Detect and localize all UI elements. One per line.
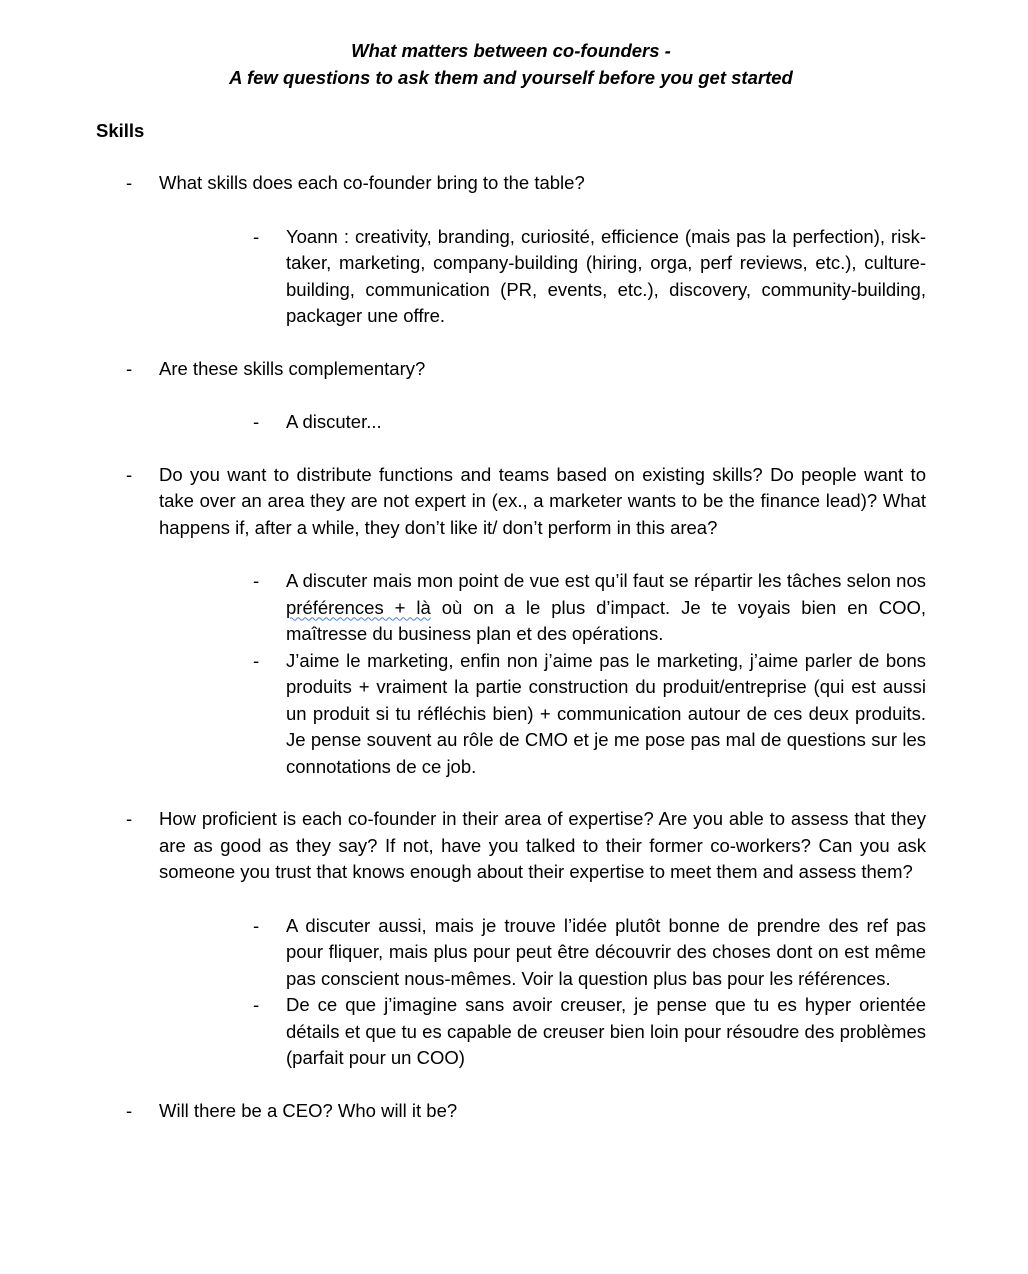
bullet-dash: - (253, 225, 260, 247)
answer-item (159, 913, 926, 993)
question-text: Will there be a CEO? Who will it be? (159, 1099, 458, 1121)
bullet-dash: - (126, 172, 133, 193)
answer-text: A discuter... (286, 411, 382, 432)
question-item (96, 356, 926, 436)
answer-item (159, 992, 926, 1072)
question-text: Are these skills complementary? (159, 357, 426, 379)
answer-text: De ce que j’imagine sans avoir creuser, je pense que tu es hyper orientée détails et que tu es capable de creuser bien loin pour résoudre des problèmes (parfait pour un COO) (286, 994, 926, 1068)
bullet-dash: - (253, 994, 260, 1015)
answer-text: J’aime le marketing, enfin non j’aime pas le marketing, j’aime parler de bons produits + vraiment la partie construction du produit/entreprise (qui est aussi un produit si tu réfléchis bien) + communication autour de ces deux produits. Je pense souvent au rôle de CMO et je me pose pas mal de questions sur les connotations de ce job. (286, 649, 926, 777)
answer-list (159, 568, 926, 780)
question-item (96, 806, 926, 1072)
section-heading: Skills (96, 120, 145, 141)
title-line-2: A few questions to ask them and yourself before you get started (229, 66, 793, 88)
bullet-dash: - (253, 649, 260, 671)
question-text: How proficient is each co-founder in their area of expertise? Are you able to assess that they are as good as they say? If not, have you talked to their former co-workers? Can you ask someone you trust that knows enough about their expertise to meet them and assess them? (159, 808, 926, 882)
answer-text-start: A discuter mais mon point de vue est qu’il faut se répartir les tâches selon nos (286, 570, 926, 591)
question-item (96, 462, 926, 781)
bullet-dash: - (253, 411, 260, 432)
answer-text: Yoann : creativity, branding, curiosité, efficience (mais pas la perfection), risk-taker, marketing, company-building (hiring, orga, perf reviews, etc.), culture-building, communication (PR, events, etc.), discovery, community-building, packager une offre. (286, 225, 926, 326)
answer-list (159, 224, 926, 330)
question-list (96, 170, 926, 1124)
answer-text (286, 570, 926, 644)
question-text: Do you want to distribute functions and teams based on existing skills? Do people want to take over an area they are not expert in (ex., a marketer wants to be the finance lead)? What happens if, after a while, they don’t like it/ don’t perform in this area? (159, 463, 926, 538)
bullet-dash: - (126, 357, 133, 379)
answer-list (159, 913, 926, 1072)
answer-list (159, 409, 926, 436)
bullet-dash: - (126, 463, 133, 485)
bullet-dash: - (126, 1099, 133, 1121)
answer-item (159, 568, 926, 648)
question-item (96, 170, 926, 330)
answer-item (159, 409, 926, 436)
question-text: What skills does each co-founder bring to the table? (159, 172, 585, 193)
answer-item (159, 648, 926, 781)
question-item (96, 1098, 926, 1125)
title-line-1: What matters between co-founders - (351, 40, 671, 61)
bullet-dash: - (126, 808, 133, 829)
answer-text-end: où on a le plus d’impact. Je te voyais bien en COO, maîtresse du business plan et des opérations. (286, 596, 926, 644)
document-title (96, 38, 926, 91)
bullet-dash: - (253, 570, 260, 591)
spellcheck-flagged-text[interactable]: préférences + là (286, 596, 431, 618)
answer-item (159, 224, 926, 330)
bullet-dash: - (253, 914, 260, 936)
answer-text: A discuter aussi, mais je trouve l’idée plutôt bonne de prendre des ref pas pour fliquer, mais plus pour peut être découvrir des choses dont on est même pas conscient nous-mêmes. Voir la question plus bas pour les références. (286, 914, 926, 989)
